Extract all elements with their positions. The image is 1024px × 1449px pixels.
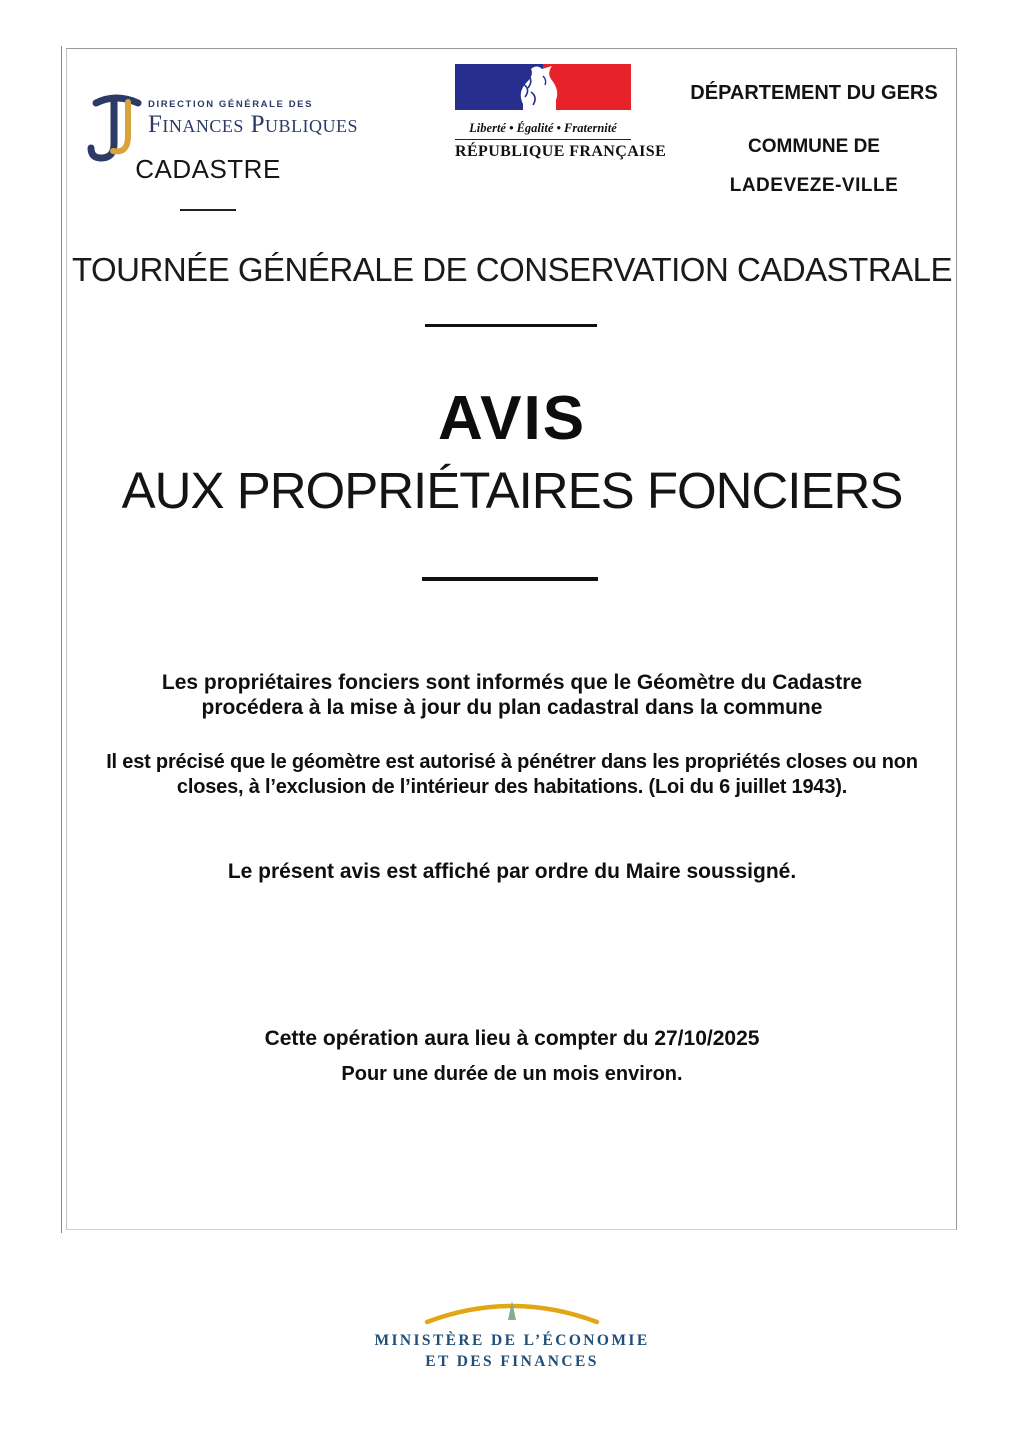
dgfip-direction-label: DIRECTION GÉNÉRALE DES [148, 99, 314, 110]
republique-francaise-logo [455, 64, 667, 161]
paragraph-authorization: Il est précisé que le géomètre est autorisé à pénétrer dans les propriétés closes ou non closes, à l’exclusion de l’intérieur des habitations. (Loi du 6 juillet 1943). [106, 751, 918, 798]
paragraph-mayor-order: Le présent avis est affiché par ordre du Maire soussigné. [227, 860, 797, 883]
operation-duration-line: Pour une durée de un mois environ. [341, 1063, 683, 1085]
scan-edge [61, 46, 62, 1233]
republique-francaise-label: RÉPUBLIQUE FRANÇAISE [455, 143, 667, 160]
avis-subheading: AUX PROPRIÉTAIRES FONCIERS [121, 462, 903, 519]
departement-label: DÉPARTEMENT DU GERS [690, 82, 938, 104]
ministry-logo [0, 1286, 1024, 1372]
subheading-divider [422, 577, 598, 581]
cadastre-divider [180, 209, 236, 211]
commune-name: LADEVEZE-VILLE [729, 175, 899, 196]
cadastre-label: CADASTRE [135, 154, 281, 184]
dgfip-wordmark [148, 99, 358, 139]
ministry-name-line1: MINISTÈRE DE L’ÉCONOMIE [374, 1332, 650, 1349]
marianne-flag-icon [455, 64, 631, 112]
commune-label: COMMUNE DE [748, 136, 880, 157]
location-block [688, 82, 940, 197]
dgfip-finances-publiques-label: Finances Publiques [148, 111, 359, 138]
ministry-name-line2: ET DES FINANCES [425, 1353, 599, 1370]
ministry-arc-icon [412, 1286, 612, 1328]
operation-date-line: Cette opération aura lieu à compter du 27/10/2025 [264, 1027, 760, 1050]
republic-motto: Liberté • Égalité • Fraternité [455, 117, 631, 140]
title-divider [425, 324, 597, 327]
avis-heading: AVIS [437, 384, 587, 453]
paragraph-information: Les propriétaires fonciers sont informés que le Géomètre du Cadastre procédera à la mise à jour du plan cadastral dans la commune [161, 671, 863, 719]
document-title: TOURNÉE GÉNÉRALE DE CONSERVATION CADASTRALE [71, 251, 953, 288]
page-border-frame [66, 48, 957, 1230]
